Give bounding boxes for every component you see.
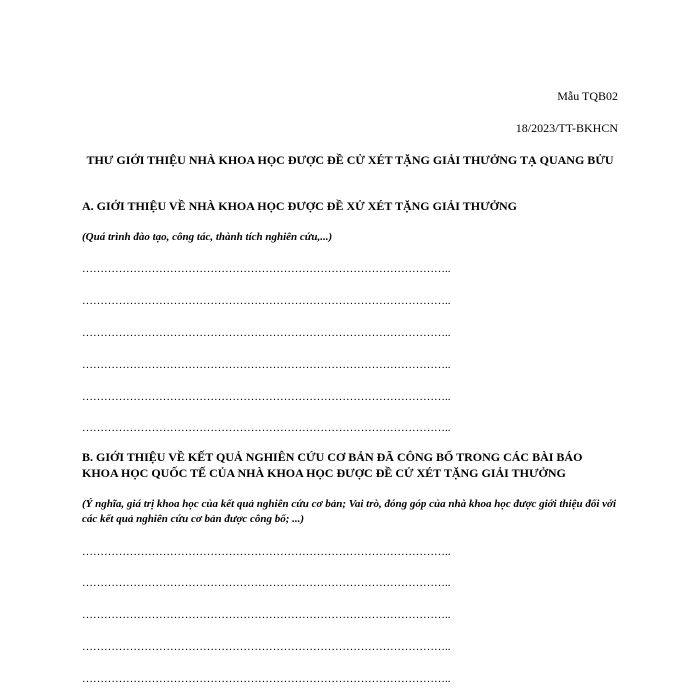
- section-b-fill-line: ………………………………………………………………………………………..: [82, 577, 451, 589]
- section-b-note: (Ý nghĩa, giá trị khoa học của kết quả nghiên cứu cơ bản; Vai trò, đóng góp của nhà khoa học được giới thiệu đối với các kết quả nghiên cứu cơ bản được công bố; ...): [82, 498, 616, 525]
- section-b-heading: B. GIỚI THIỆU VỀ KẾT QUẢ NGHIÊN CỨU CƠ BẢN ĐÃ CÔNG BỐ TRONG CÁC BÀI BÁO KHOA HỌC QUỐC TẾ CỦA NHÀ KHOA HỌC ĐƯỢC ĐỀ CỬ XÉT TẶNG GIẢI THƯỞNG: [82, 450, 583, 480]
- section-a-fill-line: ………………………………………………………………………………………..: [82, 422, 451, 434]
- section-a-note: (Quá trình đào tạo, công tác, thành tích nghiên cứu,...): [82, 231, 333, 243]
- circular-number: 18/2023/TT-BKHCN: [515, 121, 618, 135]
- section-b-fill-line: ………………………………………………………………………………………..: [82, 641, 451, 653]
- section-a-fill-line: ………………………………………………………………………………………..: [82, 391, 451, 403]
- section-b-fill-line: ………………………………………………………………………………………..: [82, 673, 451, 685]
- section-a-heading: A. GIỚI THIỆU VỀ NHÀ KHOA HỌC ĐƯỢC ĐỀ XỬ XÉT TẶNG GIẢI THƯỞNG: [82, 199, 517, 213]
- document-title: THƯ GIỚI THIỆU NHÀ KHOA HỌC ĐƯỢC ĐỀ CỬ XÉT TẶNG GIẢI THƯỞNG TẠ QUANG BỬU: [86, 153, 614, 167]
- section-b-fill-line: ………………………………………………………………………………………..: [82, 609, 451, 621]
- form-code: Mẫu TQB02: [557, 89, 618, 103]
- section-b-fill-line: ………………………………………………………………………………………..: [82, 546, 451, 558]
- section-a-fill-line: ………………………………………………………………………………………..: [82, 263, 451, 275]
- section-a-fill-line: ………………………………………………………………………………………..: [82, 359, 451, 371]
- section-a-fill-line: ………………………………………………………………………………………..: [82, 295, 451, 307]
- section-a-fill-line: ………………………………………………………………………………………..: [82, 327, 451, 339]
